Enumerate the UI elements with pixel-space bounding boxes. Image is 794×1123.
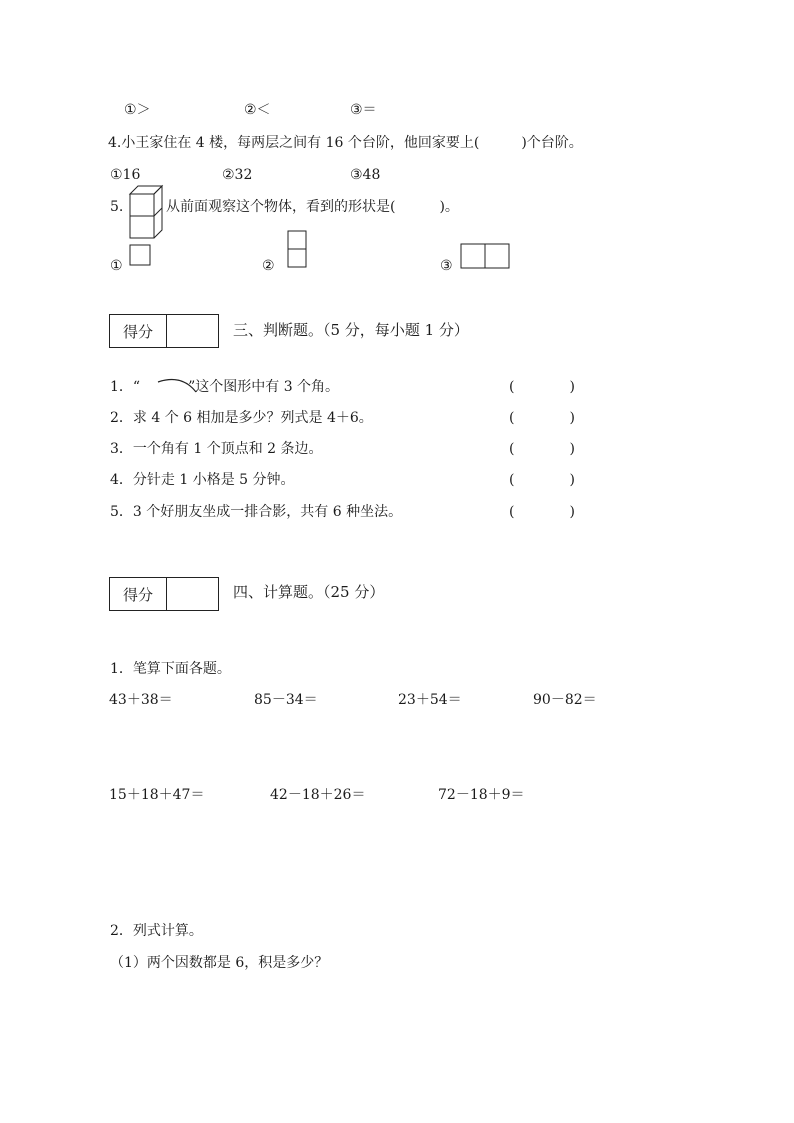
judgment-3-number: 3． [110, 441, 133, 457]
q5-option-1: ① [110, 258, 123, 274]
calc-problem: 90－82＝ [533, 692, 597, 708]
stacked-cubes-figure [128, 184, 164, 240]
calc2-title: 2．列式计算。 [110, 923, 203, 939]
judgment-5 [110, 503, 402, 521]
judgment-1 [110, 378, 339, 396]
calc-problem: 15＋18＋47＝ [109, 787, 205, 803]
calc2-question-1: （1）两个因数都是 6，积是多少？ [110, 955, 329, 971]
calc-problem: 23＋54＝ [398, 692, 462, 708]
q3-option-2: ②＜ [244, 102, 271, 118]
calc1-title: 1．笔算下面各题。 [110, 661, 231, 677]
score-box-section3 [109, 314, 219, 348]
section4-title: 四、计算题。（25 分） [233, 583, 385, 601]
section3-title: 三、判断题。（5 分，每小题 1 分） [233, 321, 469, 339]
judgment-3 [110, 440, 323, 458]
judgment-5-text: 3 个好朋友坐成一排合影，共有 6 种坐法。 [132, 504, 403, 520]
judgment-4-text: 分针走 1 小格是 5 分钟。 [132, 472, 295, 488]
arc-figure [156, 376, 200, 396]
q5-text [166, 198, 459, 216]
q4-text [108, 134, 583, 152]
score-box-section4 [109, 577, 219, 611]
q4-option-1: ①16 [110, 167, 141, 183]
q5-option-3: ③ [440, 258, 453, 274]
q5-suffix: )。 [439, 199, 459, 215]
judgment-3-text: 一个角有 1 个顶点和 2 条边。 [132, 441, 323, 457]
judgment-1-open-quote: “ [132, 379, 141, 395]
q4-option-2: ②32 [222, 167, 253, 183]
judgment-1-number: 1． [110, 379, 133, 395]
q5-option-2: ② [262, 258, 275, 274]
judgment-5-number: 5． [110, 504, 133, 520]
answer-paren-1[interactable]: ( ) [509, 379, 575, 395]
judgment-2-text: 求 4 个 6 相加是多少？列式是 4＋6。 [132, 410, 373, 426]
judgment-4 [110, 471, 295, 489]
score-label: 得分 [110, 578, 167, 610]
answer-paren-5[interactable]: ( ) [509, 504, 575, 520]
judgment-2-number: 2． [110, 410, 133, 426]
answer-paren-2[interactable]: ( ) [509, 410, 575, 426]
q5-number: 5. [110, 199, 124, 215]
judgment-1-text: ”这个图形中有 3 个角。 [188, 379, 340, 395]
answer-paren-3[interactable]: ( ) [509, 441, 575, 457]
answer-paren-4[interactable]: ( ) [509, 472, 575, 488]
judgment-2 [110, 409, 373, 427]
judgment-4-number: 4． [110, 472, 133, 488]
calc-problem: 72－18＋9＝ [438, 787, 525, 803]
calc-problem: 42－18＋26＝ [270, 787, 366, 803]
shape-vertical-two-squares [287, 230, 307, 268]
score-label: 得分 [110, 315, 167, 347]
calc-problem: 43＋38＝ [109, 692, 173, 708]
shape-horizontal-two-squares [460, 243, 510, 269]
q5-question: 从前面观察这个物体，看到的形状是( [166, 199, 396, 215]
calc-problem: 85－34＝ [254, 692, 318, 708]
shape-single-square [129, 244, 151, 266]
q4-prefix: 4.小王家住在 4 楼，每两层之间有 16 个台阶，他回家要上( [108, 135, 480, 151]
q3-option-1: ①＞ [124, 102, 151, 118]
q4-suffix: )个台阶。 [521, 135, 583, 151]
q3-option-3: ③＝ [350, 102, 377, 118]
q4-option-3: ③48 [350, 167, 381, 183]
